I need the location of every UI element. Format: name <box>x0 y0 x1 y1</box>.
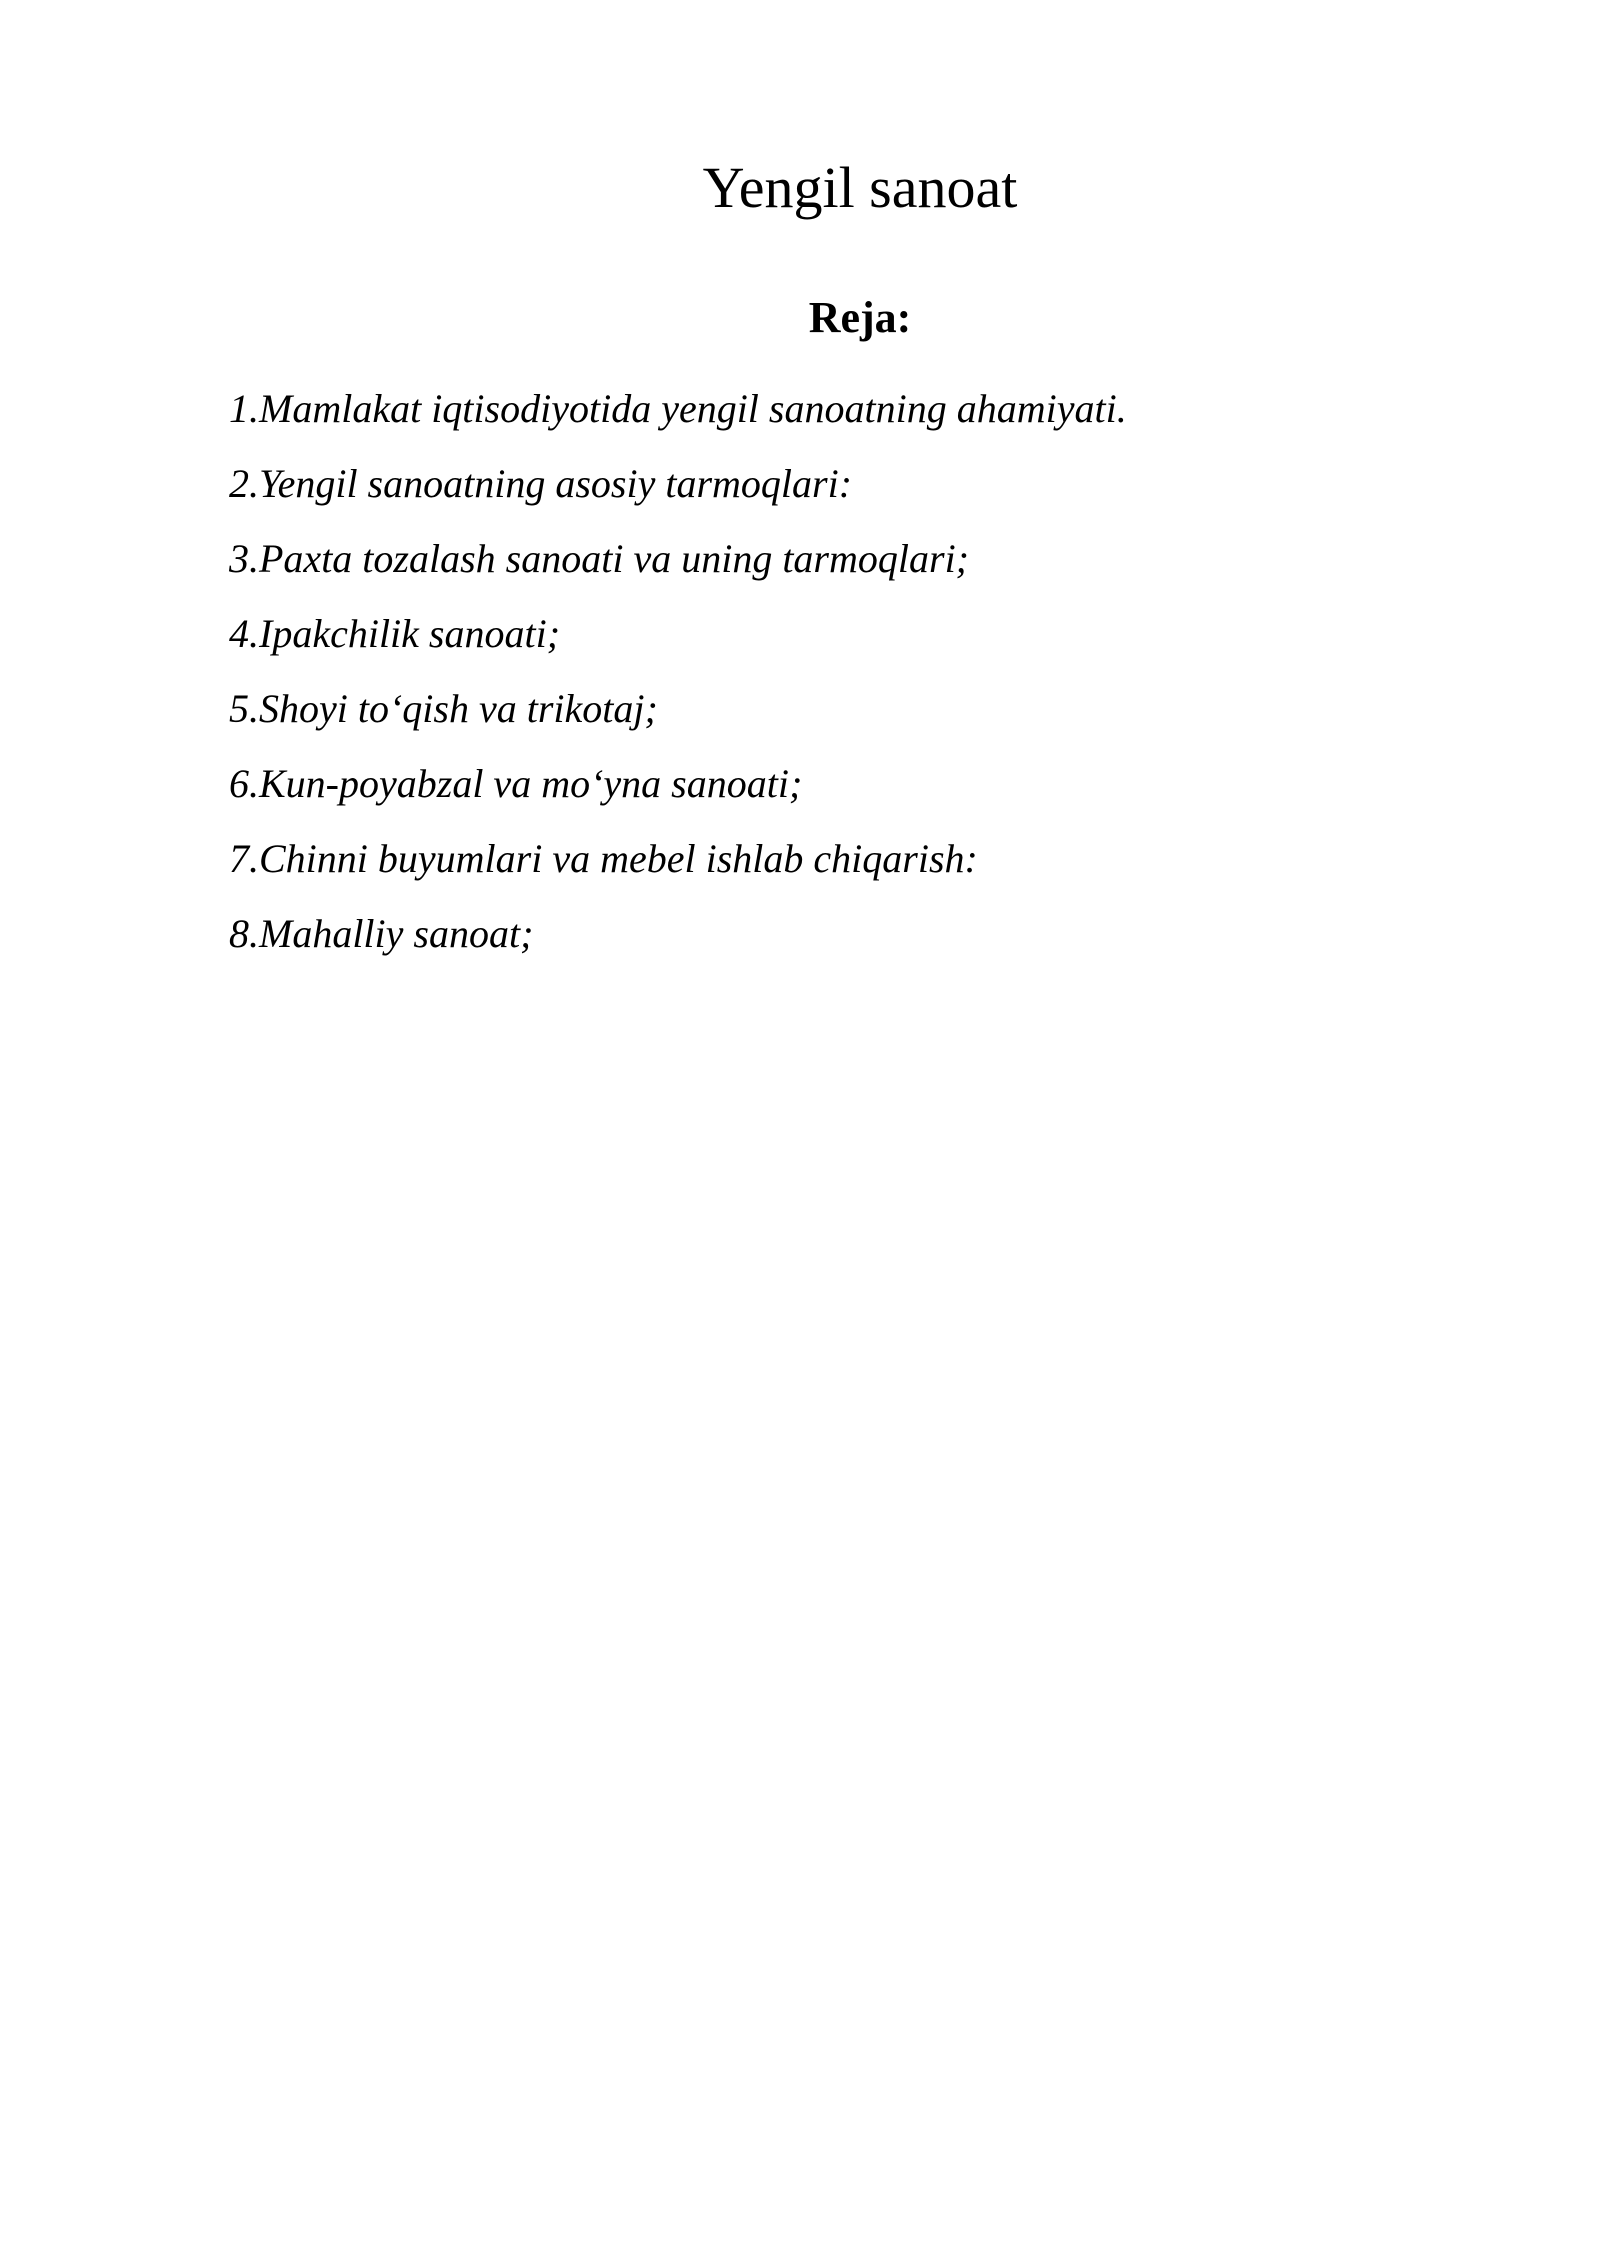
plan-item-7: 7.Chinni buyumlari va mebel ishlab chiqarish: <box>229 836 978 881</box>
plan-item-8: 8.Mahalliy sanoat; <box>229 911 534 956</box>
plan-item-3: 3.Paxta tozalash sanoati va uning tarmoqlari; <box>229 536 969 581</box>
plan-item-1: 1.Mamlakat iqtisodiyotida yengil sanoatning ahamiyati. <box>229 386 1127 431</box>
document-title: Yengil sanoat <box>702 155 1018 220</box>
plan-item-2: 2.Yengil sanoatning asosiy tarmoqlari: <box>229 461 853 506</box>
plan-item-6: 6.Kun-poyabzal va mo‘yna sanoati; <box>229 761 803 806</box>
plan-item-5: 5.Shoyi to‘qish va trikotaj; <box>229 686 658 731</box>
plan-list <box>229 371 1429 971</box>
plan-item-4: 4.Ipakchilik sanoati; <box>229 611 561 656</box>
plan-heading: Reja: <box>808 293 912 342</box>
